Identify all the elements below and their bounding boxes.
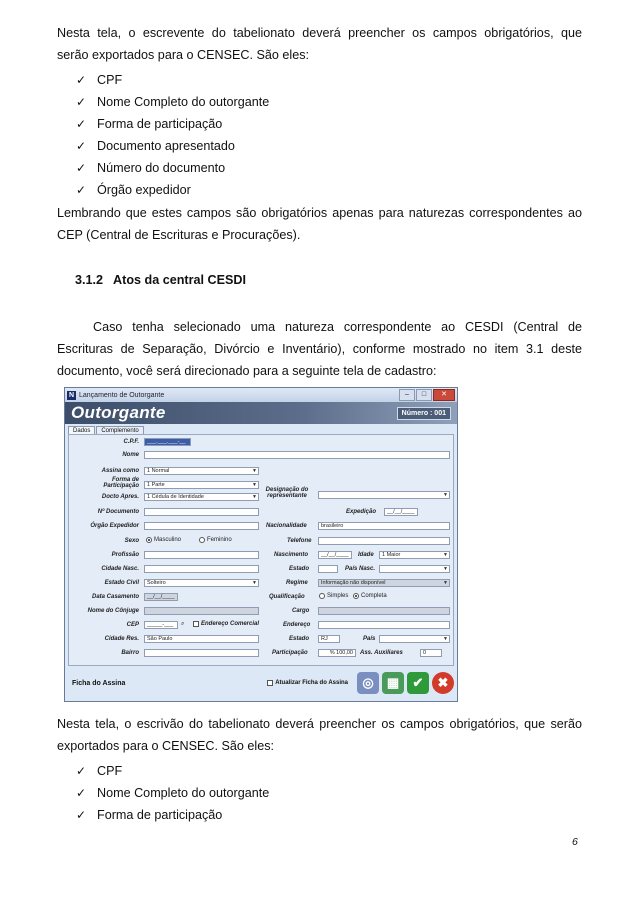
nascimento-field[interactable]: __/__/____ [318, 551, 352, 559]
qualificacao-simples-radio[interactable]: Simples [319, 593, 348, 599]
pais-select[interactable] [379, 635, 450, 643]
checkmark-icon: ✓ [76, 183, 87, 197]
checkmark-icon: ✓ [76, 808, 87, 822]
orgao-expedidor-field[interactable] [144, 522, 259, 530]
label-nascimento: Nascimento [274, 552, 309, 558]
ass-auxiliares-stepper[interactable]: 0 [420, 649, 442, 657]
list-item: ✓ Forma de participação [76, 113, 269, 135]
nome-field[interactable] [144, 451, 450, 459]
label-regime: Regime [286, 580, 308, 586]
label-forma-participacao: Forma de Participação [103, 477, 139, 489]
label-orgao-expedidor: Órgão Expedidor [90, 523, 139, 529]
window-titlebar [65, 388, 457, 402]
list-item: ✓ Nome Completo do outorgante [76, 91, 269, 113]
label-profissao: Profissão [111, 552, 139, 558]
reminder-line-1: Lembrando que estes campos são obrigatórios apenas para naturezas correspondentes ao [57, 206, 582, 220]
cpf-field[interactable]: ___.___.___-__ [144, 438, 191, 446]
ficha-assina-label: Ficha do Assina [72, 679, 126, 687]
regime-select[interactable]: Informação não disponível ▼ [318, 579, 450, 587]
label-telefone: Telefone [287, 538, 312, 544]
label-cidade-nasc: Cidade Nasc. [101, 566, 139, 572]
atualizar-ficha-checkbox[interactable]: Atualizar Ficha do Assina [267, 680, 348, 686]
list-item: ✓ CPF [76, 760, 269, 782]
label-bairro: Bairro [121, 650, 139, 656]
label-n-documento: Nº Documento [97, 509, 139, 515]
stamp-icon[interactable]: ▦ [382, 672, 404, 694]
list-item: ✓ CPF [76, 69, 269, 91]
confirm-check-icon[interactable]: ✔ [407, 672, 429, 694]
banner-title: Outorgante [71, 403, 166, 422]
body-paragraph [57, 316, 582, 382]
maximize-icon[interactable]: □ [416, 389, 432, 401]
checkmark-icon: ✓ [76, 161, 87, 175]
checkmark-icon: ✓ [76, 139, 87, 153]
label-data-casamento: Data Casamento [91, 594, 139, 600]
pais-nasc-select[interactable] [379, 565, 450, 573]
endereco-field[interactable] [318, 621, 450, 629]
checkmark-icon: ✓ [76, 786, 87, 800]
designacao-select[interactable] [318, 491, 450, 499]
cidade-nasc-field[interactable] [144, 565, 259, 573]
list-item: ✓ Documento apresentado [76, 135, 269, 157]
cep-field[interactable]: _____-___ [144, 621, 178, 629]
estado-civil-select[interactable]: Solteiro ▼ [144, 579, 259, 587]
telefone-field[interactable] [318, 537, 450, 545]
cidade-res-field[interactable]: São Paulo [144, 635, 259, 643]
label-estado: Estado [289, 566, 310, 572]
label-estado-civil: Estado Civil [104, 580, 139, 586]
label-nome-conjuge: Nome do Cônjuge [87, 608, 139, 614]
required-fields-list-2 [76, 760, 269, 826]
checkmark-icon: ✓ [76, 764, 87, 778]
participacao-field[interactable]: % 100,00 [318, 649, 356, 657]
label-assina-como: Assina como [101, 468, 139, 474]
outro-paragraph [57, 713, 582, 757]
sexo-masculino-radio[interactable]: Masculino [146, 537, 181, 543]
profissao-field[interactable] [144, 551, 259, 559]
estado-res-field[interactable]: RJ [318, 635, 340, 643]
estado-field[interactable] [318, 565, 338, 573]
label-endereco: Endereço [283, 622, 311, 628]
sexo-feminino-radio[interactable]: Feminino [199, 537, 232, 543]
app-icon: N [68, 391, 75, 399]
forma-participacao-select[interactable]: 1 Parte ▼ [144, 481, 259, 489]
list-item: ✓ Número do documento [76, 157, 269, 179]
label-cargo: Cargo [292, 608, 310, 614]
banner [65, 402, 457, 424]
nome-conjuge-field[interactable] [144, 607, 259, 615]
label-ass-auxiliares: Ass. Auxiliares [360, 650, 403, 656]
docto-apres-select[interactable]: 1 Cédula de Identidade ▼ [144, 493, 259, 501]
list-item: ✓ Forma de participação [76, 804, 269, 826]
label-nacionalidade: Nacionalidade [266, 523, 307, 529]
form-area [68, 434, 454, 666]
label-idade: Idade [358, 552, 374, 558]
body-line-2: Escrituras de Separação, Divórcio e Inventário), conforme mostrado no item 3.1 deste [57, 342, 582, 356]
n-documento-field[interactable] [144, 508, 259, 516]
window-title: Lançamento de Outorgante [79, 391, 165, 399]
label-cpf: C.P.F. [123, 439, 139, 445]
label-designacao: Designação do representante [265, 487, 309, 499]
checkmark-icon: ✓ [76, 73, 87, 87]
checkmark-icon: ✓ [76, 95, 87, 109]
label-pais-nasc: País Nasc. [345, 566, 376, 572]
close-icon[interactable]: ✕ [433, 389, 455, 401]
tab-complemento[interactable]: Complemento [96, 426, 143, 435]
label-docto-apres: Docto Apres. [101, 494, 139, 500]
label-cep: CEP [126, 622, 139, 628]
list-item: ✓ Nome Completo do outorgante [76, 782, 269, 804]
fingerprint-icon[interactable]: ◎ [357, 672, 379, 694]
label-qualificacao: Qualificação [269, 594, 305, 600]
outorgante-window-screenshot [64, 387, 458, 702]
expedicao-field[interactable]: __/__/____ [384, 508, 418, 516]
reminder-paragraph [57, 202, 582, 246]
assina-como-select[interactable]: 1 Normal ▼ [144, 467, 259, 475]
label-estado-res: Estado [289, 636, 310, 642]
label-expedicao: Expedição [346, 509, 377, 515]
bairro-field[interactable] [144, 649, 259, 657]
cancel-x-icon[interactable]: ✖ [432, 672, 454, 694]
idade-select[interactable]: 1 Maior ▼ [379, 551, 450, 559]
data-casamento-field[interactable]: __/__/____ [144, 593, 178, 601]
required-fields-list [76, 69, 269, 201]
intro-paragraph [57, 22, 582, 66]
minimize-icon[interactable]: – [399, 389, 415, 401]
checkmark-icon: ✓ [76, 117, 87, 131]
page-number: 6 [572, 836, 578, 848]
outro-line-2: exportados para o CENSEC. São eles: [57, 739, 275, 753]
outro-line-1: Nesta tela, o escrivão do tabelionato deverá preencher os campos obrigatórios, que serão [57, 717, 582, 731]
label-participacao: Participação [272, 650, 308, 656]
cargo-field[interactable] [318, 607, 450, 615]
qualificacao-completa-radio[interactable]: Completa [353, 593, 387, 599]
nacionalidade-field[interactable]: brasileiro [318, 522, 450, 530]
intro-line-2: serão exportados para o CENSEC. São eles: [57, 48, 310, 62]
list-item: ✓ Órgão expedidor [76, 179, 269, 201]
endereco-comercial-checkbox[interactable]: Endereço Comercial [193, 621, 259, 627]
window-footer [68, 669, 454, 697]
body-line-1: Caso tenha selecionado uma natureza correspondente ao CESDI (Central de [93, 320, 582, 334]
label-sexo: Sexo [124, 538, 139, 544]
label-pais: País [363, 636, 376, 642]
cep-search-icon[interactable]: ⌕ [181, 621, 185, 627]
tab-dados[interactable]: Dados [68, 426, 95, 435]
intro-line-1: Nesta tela, o escrevente do tabelionato deverá preencher os campos obrigatórios, que [57, 26, 582, 40]
label-cidade-res: Cidade Res. [104, 636, 139, 642]
label-nome: Nome [122, 452, 139, 458]
body-line-3: documento, você será direcionado para a seguinte tela de cadastro: [57, 364, 437, 378]
number-badge: Número : 001 [397, 407, 451, 420]
section-heading: 3.1.2 Atos da central CESDI [75, 273, 247, 287]
reminder-line-2: CEP (Central de Escrituras e Procurações). [57, 228, 301, 242]
